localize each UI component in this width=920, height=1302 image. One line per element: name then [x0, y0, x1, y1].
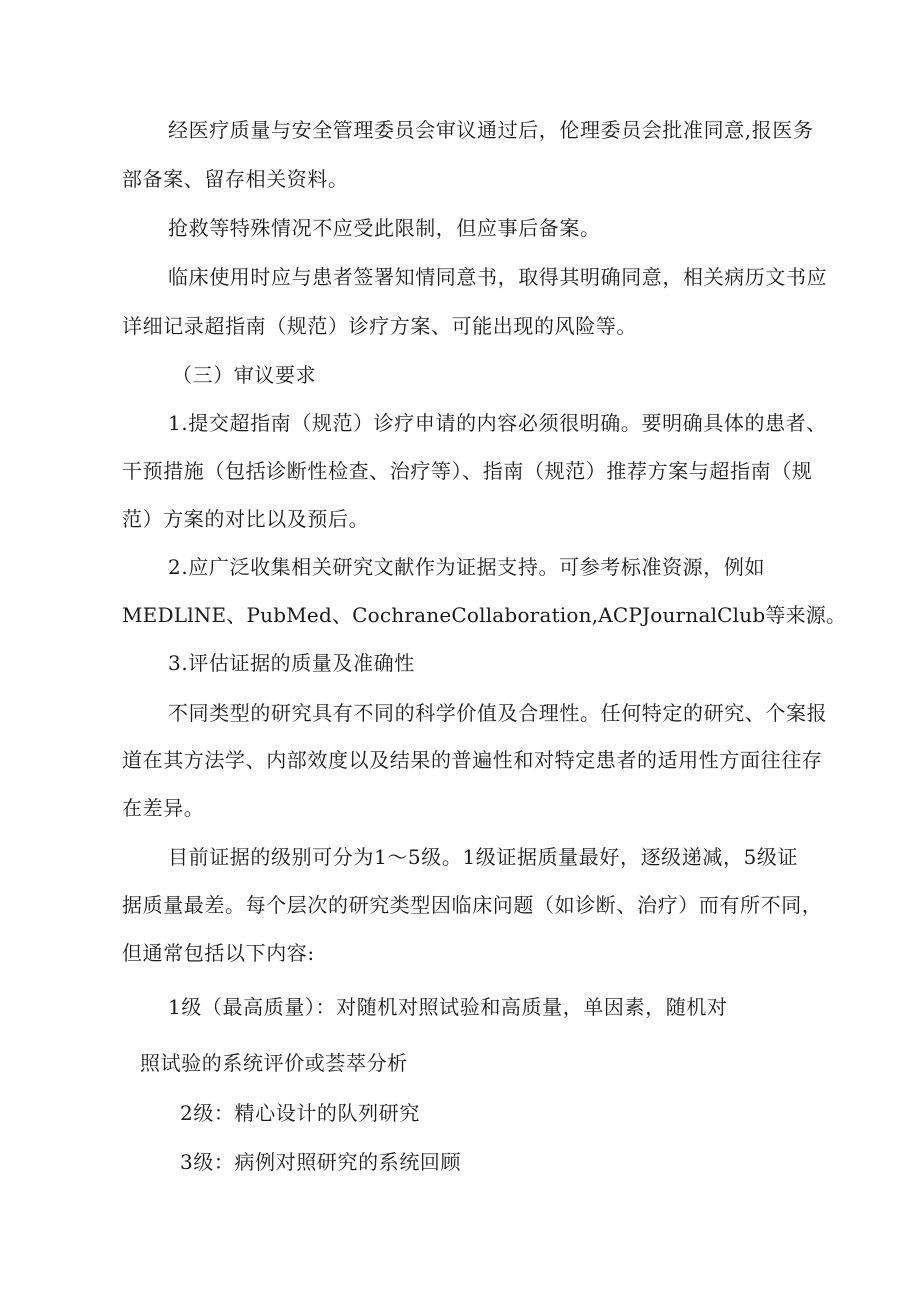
- level-2: 2级：精心设计的队列研究: [180, 1101, 420, 1125]
- item-3-heading: 3.评估证据的质量及准确性: [168, 651, 415, 675]
- level-1-line-2: 照试验的系统评价或荟萃分析: [140, 1051, 408, 1075]
- paragraph-study-types-line-3: 在差异。: [122, 796, 205, 820]
- paragraph-emergency: 抢救等特殊情况不应受此限制，但应事后备案。: [168, 216, 601, 240]
- item-1-line-2: 干预措施（包括诊断性检查、治疗等）、指南（规范）推荐方案与超指南（规: [122, 459, 813, 483]
- item-2-line-2: MEDLlNE、PubMed、CochraneCollaboration,ACPJournalClub等来源。: [122, 603, 847, 627]
- paragraph-approval-line-1: 经医疗质量与安全管理委员会审议通过后，伦理委员会批准同意,报医务: [168, 118, 814, 142]
- item-2-line-1: 2.应广泛收集相关研究文献作为证据支持。可参考标准资源，例如: [168, 555, 766, 579]
- item-1-line-1: 1.提交超指南（规范）诊疗申请的内容必须很明确。要明确具体的患者、: [168, 411, 827, 435]
- paragraph-study-types-line-1: 不同类型的研究具有不同的科学价值及合理性。任何特定的研究、个案报: [168, 701, 828, 725]
- paragraph-levels-line-2: 据质量最差。每个层次的研究类型因临床问题（如诊断、治疗）而有所不同，: [122, 893, 823, 917]
- section-heading: （三）审议要求: [172, 363, 317, 387]
- paragraph-study-types-line-2: 道在其方法学、内部效度以及结果的普遍性和对特定患者的适用性方面往往存: [122, 748, 823, 772]
- paragraph-consent-line-1: 临床使用时应与患者签署知情同意书，取得其明确同意，相关病历文书应: [168, 265, 828, 289]
- item-1-line-3: 范）方案的对比以及预后。: [122, 507, 370, 531]
- paragraph-levels-line-1: 目前证据的级别可分为1～5级。1级证据质量最好，逐级递减，5级证: [168, 845, 799, 869]
- paragraph-approval-line-2: 部备案、留存相关资料。: [122, 167, 349, 191]
- paragraph-levels-line-3: 但通常包括以下内容:: [122, 941, 315, 965]
- level-1-line-1: 1级（最高质量）：对随机对照试验和高质量，单因素，随机对: [168, 995, 728, 1019]
- paragraph-consent-line-2: 详细记录超指南（规范）诊疗方案、可能出现的风险等。: [122, 314, 637, 338]
- level-3: 3级：病例对照研究的系统回顾: [180, 1150, 462, 1174]
